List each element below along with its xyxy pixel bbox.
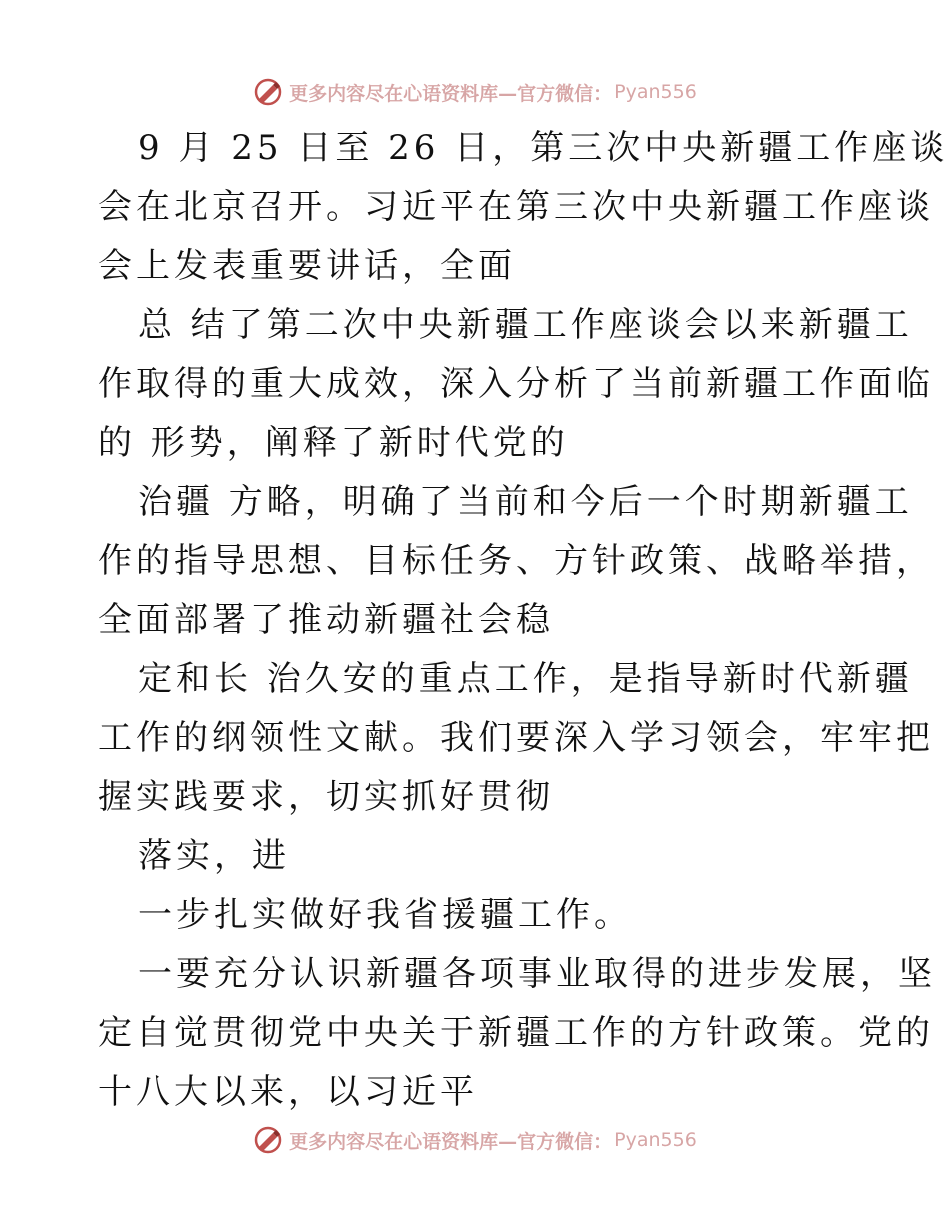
text-line: 会上发表重要讲话，全面 <box>98 246 516 286</box>
text-line: 全面部署了推动新疆社会稳 <box>98 600 554 640</box>
header-banner-wechat-id: Pyan556 <box>614 81 697 103</box>
text-line: 的 形势，阐释了新时代党的 <box>98 423 569 463</box>
text-line: 一步扎实做好我省援疆工作。 <box>138 895 632 935</box>
text-line: 定自觉贯彻党中央关于新疆工作的方针政策。党的 <box>98 1013 934 1053</box>
pen-logo-icon <box>253 1125 283 1155</box>
text-line: 握实践要求，切实抓好贯彻 <box>98 777 554 817</box>
header-watermark-banner <box>0 70 950 114</box>
header-banner-text: 更多内容尽在心语资料库—官方微信： <box>289 82 613 105</box>
text-line: 定和长 治久安的重点工作，是指导新时代新疆 <box>138 659 913 699</box>
text-line: 落实，进 <box>138 836 290 876</box>
text-line: 治疆 方略，明确了当前和今后一个时期新疆工 <box>138 482 913 522</box>
text-line: 会在北京召开。习近平在第三次中央新疆工作座谈 <box>98 187 934 227</box>
text-line: 作取得的重大成效，深入分析了当前新疆工作面临 <box>98 364 934 404</box>
text-line: 总 结了第二次中央新疆工作座谈会以来新疆工 <box>138 305 913 345</box>
pen-logo-icon <box>253 77 283 107</box>
text-line: 工作的纲领性文献。我们要深入学习领会，牢牢把 <box>98 718 934 758</box>
document-body <box>98 120 949 1123</box>
text-line: 作的指导思想、目标任务、方针政策、战略举措， <box>98 541 934 581</box>
text-line: 9 月 25 日至 26 日，第三次中央新疆工作座谈 <box>138 128 949 168</box>
footer-banner-wechat-id: Pyan556 <box>614 1129 697 1151</box>
footer-watermark-banner <box>0 1118 950 1162</box>
footer-banner-text: 更多内容尽在心语资料库—官方微信： <box>289 1130 613 1153</box>
text-line: 十八大以来，以习近平 <box>98 1072 478 1112</box>
text-line: 一要充分认识新疆各项事业取得的进步发展，坚 <box>138 954 936 994</box>
